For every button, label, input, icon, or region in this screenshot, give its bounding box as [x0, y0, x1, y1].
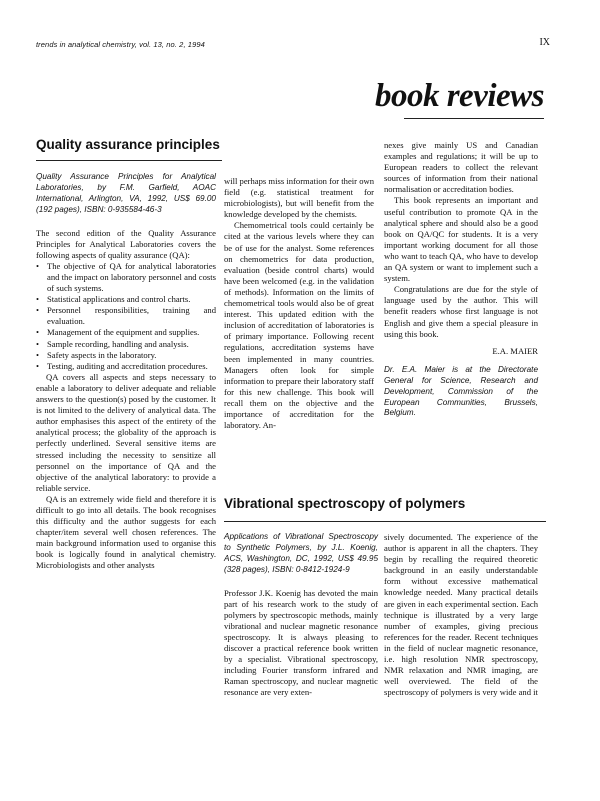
running-header-journal: trends in analytical chemistry, vol. 13, no. 2, 1994: [36, 40, 205, 49]
review1-paragraph: QA covers all aspects and steps necessary to enable a laboratory to deliver adequate and reliable answers to the question(s) posed by the customer. It is not limited to the delivery of analytical data. The author emphasises this aspect of the entirety of the analytical process; the globality of the approach is perfectly underlined. Several sensitive items are stressed including the necessity to sensitize all personnel on the importance of QA and the objective of the analytical laboratory: to provide a reliable service.: [36, 371, 216, 493]
review1-affiliation: Dr. E.A. Maier is at the Directorate General for Science, Research and Development, Commission of the European Communities, Brussels, Belgium.: [384, 364, 538, 418]
review1-title: Quality assurance principles: [36, 137, 220, 152]
review2-title: Vibrational spectroscopy of polymers: [224, 496, 466, 511]
review1-paragraph: will perhaps miss information for their own field (e.g. statistical treatment for microbiologists), but will benefit from the knowledge developed by the chemists.: [224, 176, 374, 220]
review2-citation: Applications of Vibrational Spectroscopy to Synthetic Polymers, by J.L. Koenig, ACS, Washington, DC, 1992, US$ 49.95 (328 pages), ISBN: 0-8412-1924-9: [224, 532, 378, 574]
section-banner: book reviews: [374, 78, 544, 114]
list-item: • Sample recording, handling and analysis.: [44, 339, 216, 350]
list-item: • The objective of QA for analytical laboratories and the impact on laboratory personnel and costs of such systems.: [44, 261, 216, 294]
review2-paragraph: sively documented. The experience of the author is apparent in all the chapters. They begin by recalling the required theoretic background in an easily understandable form without excessive mathematical knowledge needed. Many practical details are given in each experimental section. Each technique is illustrated by a very large number of examples, giving precious references for the reader. Recent techniques in the field of nuclear magnetic resonance, i.e. high resolution NMR spectroscopy, NMR relaxation and NMR imaging, are well overviewed. The field of the spectroscopy of polymers is very wide and it: [384, 532, 538, 698]
list-item: • Management of the equipment and supplies.: [44, 327, 216, 338]
review2-column-2: [384, 532, 538, 698]
review2-column-1: [224, 532, 378, 699]
review2-paragraph: Professor J.K. Koenig has devoted the main part of his research work to the study of polymers by spectroscopic methods, mainly vibrational and nuclear magnetic resonance spectroscopy. It is always pleasing to discover a practical reference book written by a specialist. Vibrational spectroscopy, including Fourier transform infrared and Raman spectroscopy, and nuclear magnetic resonance are very exten-: [224, 587, 378, 698]
review1-citation: Quality Assurance Principles for Analytical Laboratories, by F.M. Garfield, AOAC International, Arlington, VA, 1992, US$ 69.00 (192 pages), ISBN: 0-935584-46-3: [36, 172, 216, 214]
review1-bullet-list: [36, 261, 216, 372]
review1-paragraph: Chemometrical tools could certainly be cited at the various levels where they can be of use for the analyst. Some references on chemometrics for data production, evaluation (beside control charts) would have been welcomed (e.g. in the validation of methods). Information on the limits of chemometrical tools would also be of great interest. This updated edition with the inclusion of accreditation of laboratories is of primary importance. Following recent regulations, accreditation systems have been implemented in many countries. Managers often look for simple information to prepare their laboratory staff for this new challenge. This book will recall them on the objective and the importance of accreditation for the laboratory. An-: [224, 220, 374, 431]
review1-paragraph: Congratulations are due for the style of language used by the author. This will benefit readers whose first language is not English and give them a special pleasure in using this book.: [384, 284, 538, 339]
review1-paragraph: nexes give mainly US and Canadian examples and regulations; it will be up to European readers to collect the relevant sources of information from their national normalisation or accreditation bodies.: [384, 140, 538, 195]
review1-paragraph: QA is an extremely wide field and therefore it is difficult to go into all details. The book recognises this difficulty and the author suggests for each chapter/item several well chosen references. The main background information used to organise this book is logically found in analytical chemistry. Microbiologists and other analysts: [36, 493, 216, 571]
review1-column-2: [224, 176, 374, 431]
review1-title-rule: [36, 160, 222, 161]
banner-rule: [404, 118, 544, 119]
review1-signature: E.A. MAIER: [492, 345, 538, 356]
review2-title-rule: [224, 521, 546, 522]
list-item: • Personnel responsibilities, training and evaluation.: [44, 305, 216, 327]
review1-paragraph: This book represents an important and useful contribution to promote QA in the analytical sphere and should also be a good book on QA/QC for students. It is a very important working document for all those who want to teach QA, who have to develop an QA system or want to implement such a system.: [384, 195, 538, 284]
review1-column-3: [384, 140, 538, 419]
review1-intro: The second edition of the Quality Assurance Principles for Analytical Laboratories covers the following aspects of quality assurance (QA):: [36, 227, 216, 260]
review1-column-1: [36, 172, 216, 572]
page-number: IX: [539, 37, 550, 48]
list-item: • Safety aspects in the laboratory.: [44, 350, 216, 361]
list-item: • Testing, auditing and accreditation procedures.: [44, 361, 216, 372]
list-item: • Statistical applications and control charts.: [44, 294, 216, 305]
